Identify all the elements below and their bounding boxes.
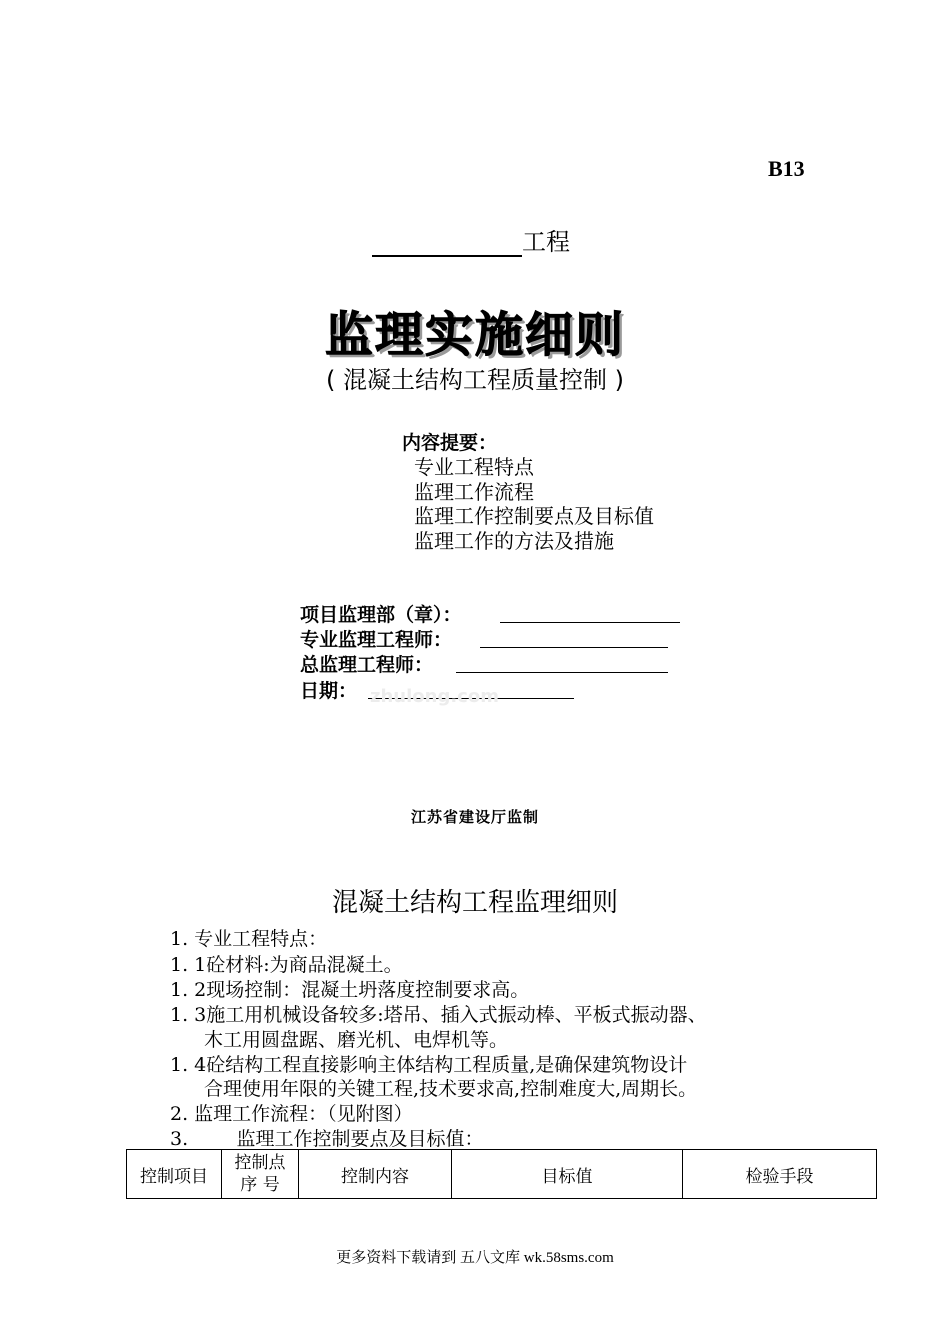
paragraph-number: 1. 2 <box>170 979 207 1001</box>
sign-blank <box>480 625 668 648</box>
paragraph-text: 监理工作流程：（见附图） <box>188 1103 413 1125</box>
sign-blank <box>500 600 680 623</box>
paragraph-continuation: 合理使用年限的关键工程,技术要求高,控制难度大,周期长。 <box>204 1078 698 1100</box>
table-header-cell: 控制点 序 号 <box>222 1150 299 1199</box>
watermark: zhulong.com <box>370 686 499 707</box>
paragraph <box>170 1052 687 1078</box>
body-title: 混凝土结构工程监理细则 <box>331 888 618 918</box>
paragraph-number: 1. 1 <box>170 954 207 976</box>
paragraph-text: 砼结构工程直接影响主体结构工程质量,是确保建筑物设计 <box>206 1054 688 1076</box>
paragraph-number: 2. <box>170 1103 189 1125</box>
paragraph-number: 1. 3 <box>170 1004 207 1026</box>
table-header-row <box>127 1150 877 1199</box>
table-header-cell: 目标值 <box>452 1150 683 1199</box>
toc-item: 专业工程特点 <box>414 455 534 479</box>
subtitle: ( 混凝土结构工程质量控制 ) <box>326 366 624 394</box>
toc-heading: 内容提要： <box>402 432 498 454</box>
paragraph-text: 施工用机械设备较多:塔吊、插入式振动棒、平板式振动器、 <box>206 1004 707 1026</box>
toc-item: 监理工作流程 <box>414 480 534 504</box>
sign-label: 总监理工程师： <box>300 654 434 676</box>
paragraph-text: 专业工程特点： <box>188 928 328 950</box>
sign-blank <box>456 650 668 673</box>
footer-note: 更多资料下载请到 五八文库 wk.58sms.com <box>336 1250 614 1266</box>
control-points-table <box>126 1149 877 1199</box>
paragraph-continuation: 木工用圆盘踞、磨光机、电焊机等。 <box>204 1029 509 1051</box>
table-header-cell: 检验手段 <box>683 1150 877 1199</box>
sign-field-engineer <box>300 625 452 649</box>
project-suffix: 工程 <box>522 228 570 256</box>
paragraph-number: 3. <box>170 1128 189 1150</box>
table-header-cell: 控制内容 <box>299 1150 452 1199</box>
toc-item: 监理工作的方法及措施 <box>414 529 614 553</box>
table-header-cell: 控制项目 <box>127 1150 222 1199</box>
paragraph <box>170 926 327 952</box>
issuer: 江苏省建设厅监制 <box>410 808 539 826</box>
paragraph-number: 1. 4 <box>170 1054 207 1076</box>
paragraph <box>170 1002 707 1028</box>
paragraph <box>170 1101 413 1127</box>
sign-label: 日期： <box>300 680 358 702</box>
paragraph <box>170 952 403 978</box>
paragraph-text: 监理工作控制要点及目标值： <box>188 1128 484 1150</box>
sign-label: 专业监理工程师： <box>300 629 453 651</box>
paragraph <box>170 977 529 1003</box>
toc-item: 监理工作控制要点及目标值 <box>414 504 654 528</box>
sign-field-department <box>300 600 462 624</box>
project-name-line <box>372 222 570 257</box>
main-title: 监理实施细则 <box>324 307 625 363</box>
document-code: B13 <box>768 156 805 181</box>
sign-label: 项目监理部（章）： <box>300 604 462 626</box>
paragraph-text: 现场控制：混凝土坍落度控制要求高。 <box>206 979 530 1001</box>
sign-field-date <box>300 676 357 700</box>
sign-field-chief-engineer <box>300 650 433 674</box>
project-name-blank <box>372 229 522 257</box>
paragraph-text: 砼材料:为商品混凝土。 <box>206 954 403 976</box>
paragraph-number: 1. <box>170 928 189 950</box>
